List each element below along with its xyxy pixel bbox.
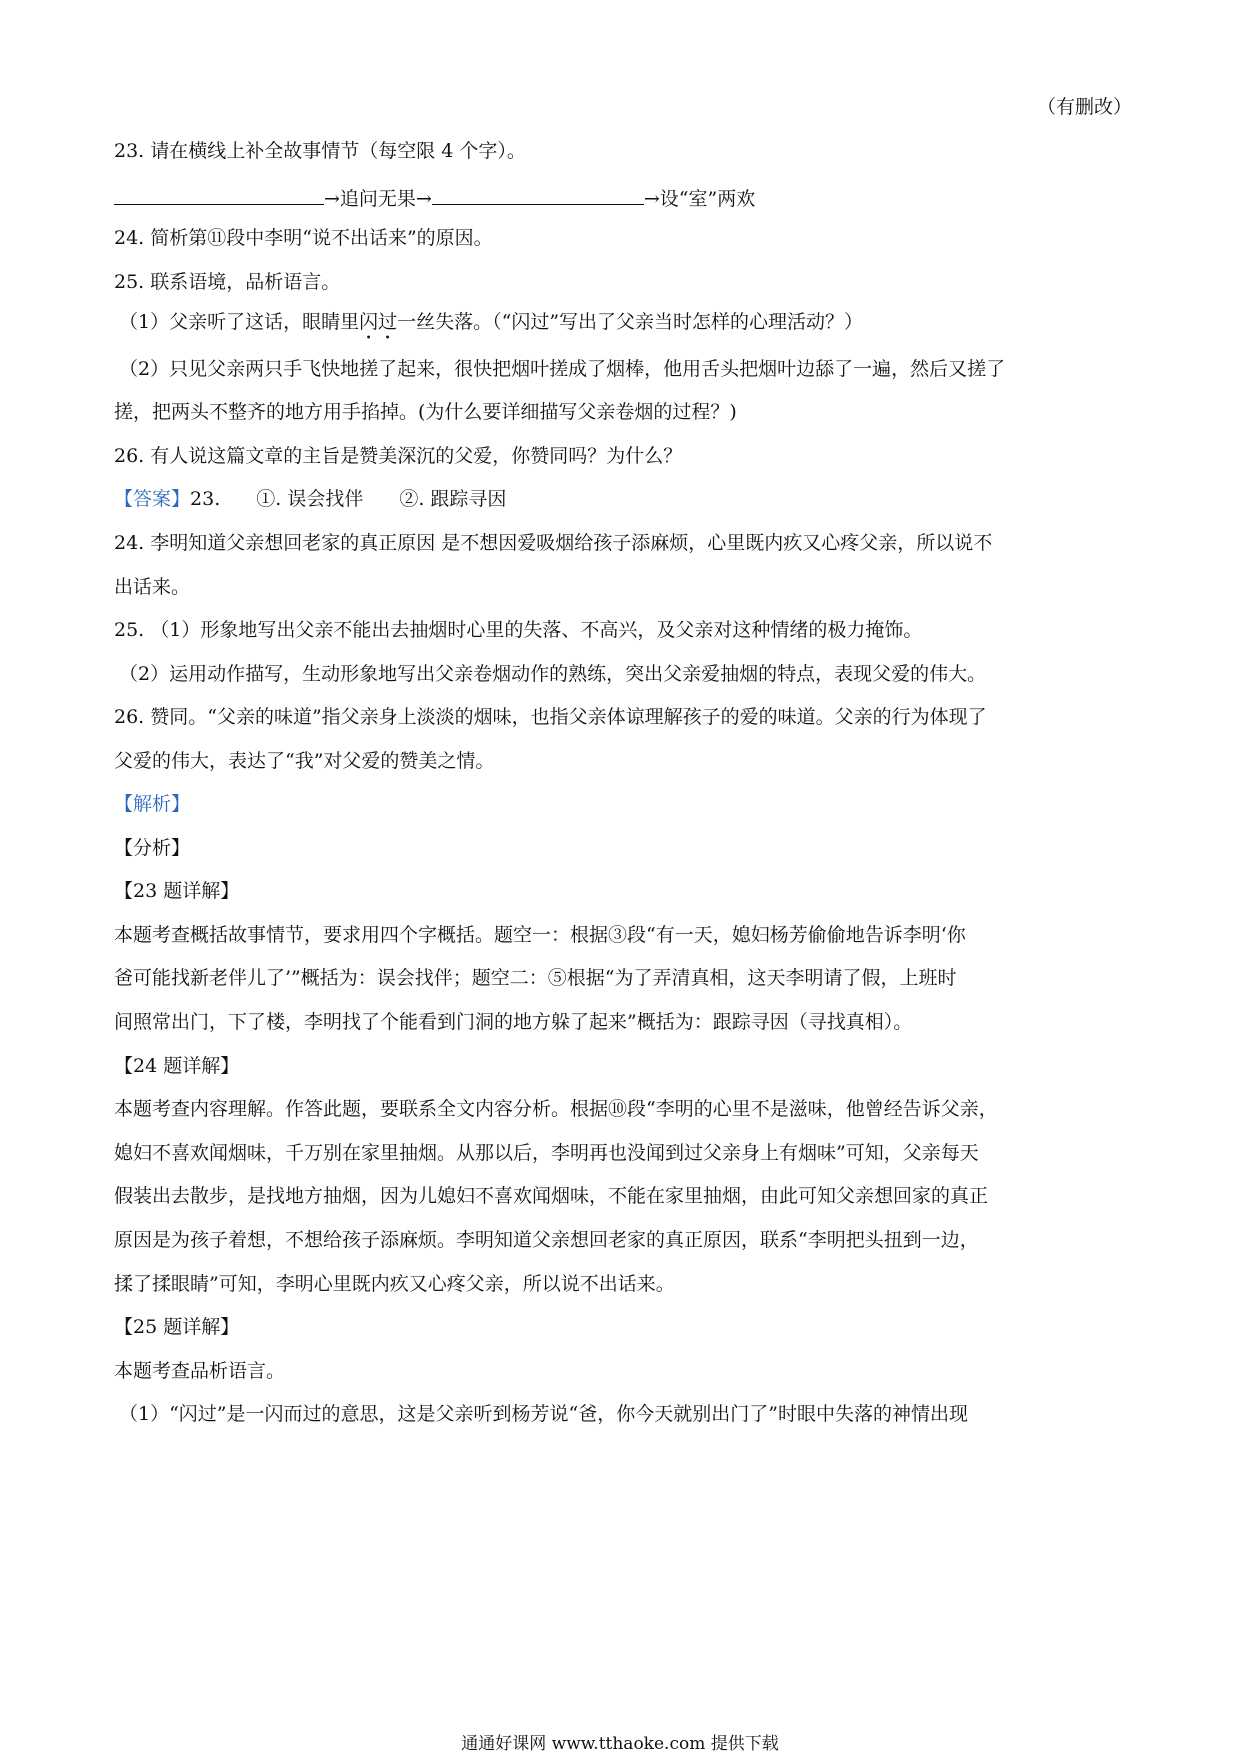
blank-arrow-1: →追问无果→ [324,188,432,210]
answer-23: 【答案】23. ①. 误会找伴 ②. 跟踪寻因 [114,488,507,510]
source-note: （有删改） [1036,96,1132,118]
detail-heading-23: 【23 题详解】 [114,880,240,902]
page-footer: 通通好课网 www.tthaoke.com 提供下载 [461,1734,779,1754]
answer-26-line-2: 父爱的伟大，表达了“我”对父爱的赞美之情。 [114,750,495,772]
answer-25-1: 25. （1）形象地写出父亲不能出去抽烟时心里的失落、不高兴，及父亲对这种情绪的极力掩饰。 [114,619,923,641]
detail-24-line-3: 假装出去散步，是找地方抽烟，因为儿媳妇不喜欢闻烟味，不能在家里抽烟，由此可知父亲想回家的真正 [114,1185,989,1207]
detail-heading-24: 【24 题详解】 [114,1055,240,1077]
detail-25-line-2: （1）“闪过”是一闪而过的意思，这是父亲听到杨芳说“爸，你今天就别出门了”时眼中失落的神情出现 [119,1403,968,1425]
answer-blank-2[interactable] [432,186,644,205]
emphasis-word: 闪过 [359,311,398,333]
question-24: 24. 简析第⑪段中李明“说不出话来”的原因。 [114,227,493,249]
analysis-heading: 【分析】 [114,837,191,859]
answer-24-line-2: 出话来。 [114,576,191,598]
question-25-sub-1: （1）父亲听了这话，眼睛里闪过一丝失落。（“闪过”写出了父亲当时怎样的心理活动？） [119,311,864,333]
question-23: 23. 请在横线上补全故事情节（每空限 4 个字）。 [114,140,526,162]
detail-heading-25: 【25 题详解】 [114,1316,240,1338]
question-25-sub-2-line-1: （2）只见父亲两只手飞快地搓了起来，很快把烟叶搓成了烟棒，他用舌头把烟叶边舔了一遍，然后又搓了 [119,358,1006,380]
detail-25-line-1: 本题考查品析语言。 [114,1360,286,1382]
blank-arrow-2: →设“室”两欢 [643,188,756,210]
answer-blank-1[interactable] [114,186,324,205]
detail-24-line-2: 媳妇不喜欢闻烟味，千万别在家里抽烟。从那以后，李明再也没闻到过父亲身上有烟味”可知，父亲每天 [114,1142,979,1164]
question-23-blanks [114,186,755,209]
answer-26-line-1: 26. 赞同。“父亲的味道”指父亲身上淡淡的烟味，也指父亲体谅理解孩子的爱的味道。父亲的行为体现了 [114,706,987,728]
question-25-sub-2-line-2: 搓，把两头不整齐的地方用手掐掉。(为什么要详细描写父亲卷烟的过程？) [114,401,737,423]
detail-23-line-2: 爸可能找新老伴儿了’”概括为：误会找伴；题空二：⑤根据“为了弄清真相，这天李明请了假，上班时 [114,967,957,989]
detail-24-line-1: 本题考查内容理解。作答此题，要联系全文内容分析。根据⑩段“李明的心里不是滋味，他曾经告诉父亲， [114,1098,998,1120]
answer-24-line-1: 24. 李明知道父亲想回老家的真正原因 是不想因爱吸烟给孩子添麻烦，心里既内疚又心疼父亲，所以说不 [114,532,993,554]
detail-23-line-3: 间照常出门，下了楼，李明找了个能看到门洞的地方躲了起来”概括为：跟踪寻因（寻找真相）。 [114,1011,913,1033]
answer-25-2: （2）运用动作描写，生动形象地写出父亲卷烟动作的熟练，突出父亲爱抽烟的特点，表现父爱的伟大。 [119,663,987,685]
answer-label: 【答案】 [114,488,191,510]
detail-24-line-4: 原因是为孩子着想，不想给孩子添麻烦。李明知道父亲想回老家的真正原因，联系“李明把头扭到一边， [114,1229,979,1251]
question-26: 26. 有人说这篇文章的主旨是赞美深沉的父爱，你赞同吗？为什么？ [114,445,683,467]
detail-23-line-1: 本题考查概括故事情节，要求用四个字概括。题空一：根据③段“有一天，媳妇杨芳偷偷地告诉李明‘你 [114,924,966,946]
question-25-stem: 25. 联系语境，品析语言。 [114,271,341,293]
analysis-label: 【解析】 [114,793,191,815]
detail-24-line-5: 揉了揉眼睛”可知，李明心里既内疚又心疼父亲，所以说不出话来。 [114,1273,675,1295]
